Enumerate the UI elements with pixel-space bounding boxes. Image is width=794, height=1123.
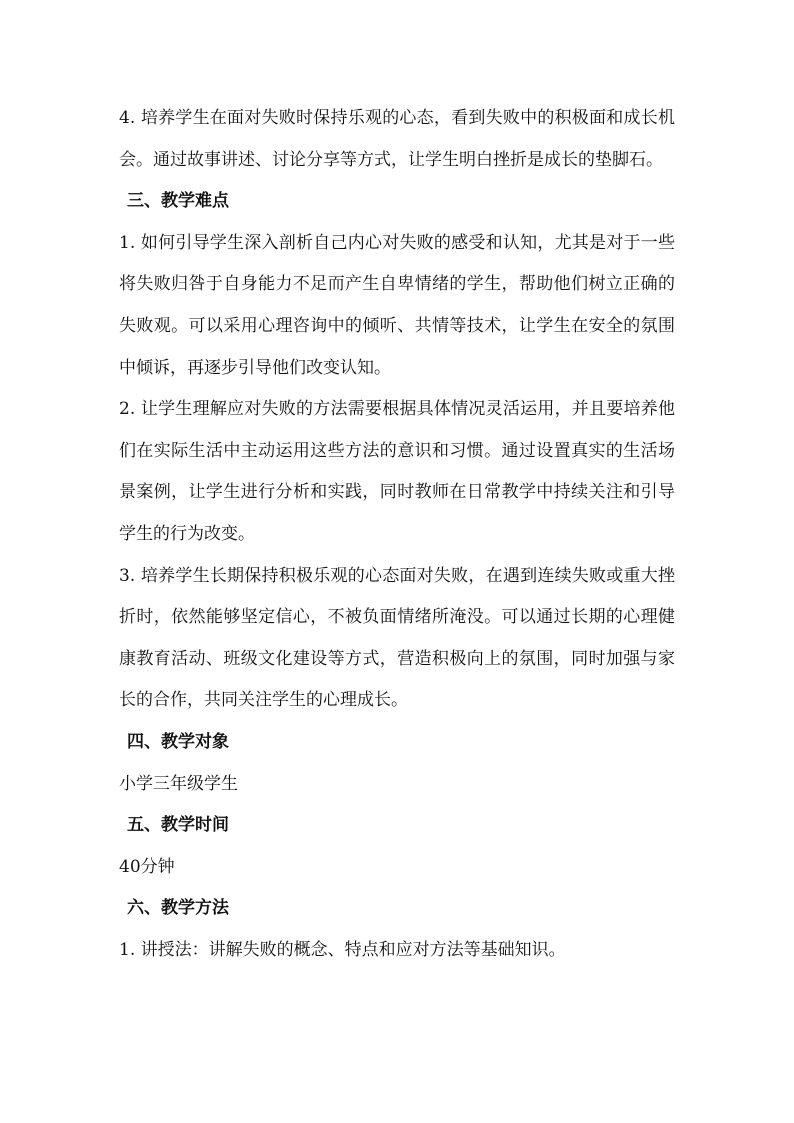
document-body — [119, 98, 675, 971]
paragraph-difficulty-1: 1. 如何引导学生深入剖析自己内心对失败的感受和认知，尤其是对于一些将失败归咎于自身能力不足而产生自卑情绪的学生，帮助他们树立正确的失败观。可以采用心理咨询中的倾听、共情等技术，让学生在安全的氛围中倾诉，再逐步引导他们改变认知。 — [119, 232, 675, 378]
paragraph-method-1: 1. 讲授法：讲解失败的概念、特点和应对方法等基础知识。 — [119, 939, 566, 960]
heading-teaching-methods: 六、教学方法 — [127, 898, 229, 919]
paragraph-difficulty-3: 3. 培养学生长期保持积极乐观的心态面对失败，在遇到连续失败或重大挫折时，依然能够坚定信心，不被负面情绪所淹没。可以通过长期的心理健康教育活动、班级文化建设等方式，营造积极向上的氛围，同时加强与家长的合作，共同关注学生的心理成长。 — [119, 565, 675, 711]
paragraph-difficulty-2: 2. 让学生理解应对失败的方法需要根据具体情况灵活运用，并且要培养他们在实际生活中主动运用这些方法的意识和习惯。通过设置真实的生活场景案例，让学生进行分析和实践，同时教师在日常教学中持续关注和引导学生的行为改变。 — [119, 399, 675, 544]
heading-teaching-difficulties: 三、教学难点 — [127, 191, 229, 212]
paragraph-teaching-object: 小学三年级学生 — [119, 773, 238, 794]
paragraph-goal-4: 4. 培养学生在面对失败时保持乐观的心态，看到失败中的积极面和成长机会。通过故事讲述、讨论分享等方式，让学生明白挫折是成长的垫脚石。 — [119, 108, 675, 170]
heading-teaching-object: 四、教学对象 — [127, 731, 229, 752]
paragraph-teaching-time: 40分钟 — [119, 856, 175, 877]
heading-teaching-time: 五、教学时间 — [127, 815, 229, 836]
